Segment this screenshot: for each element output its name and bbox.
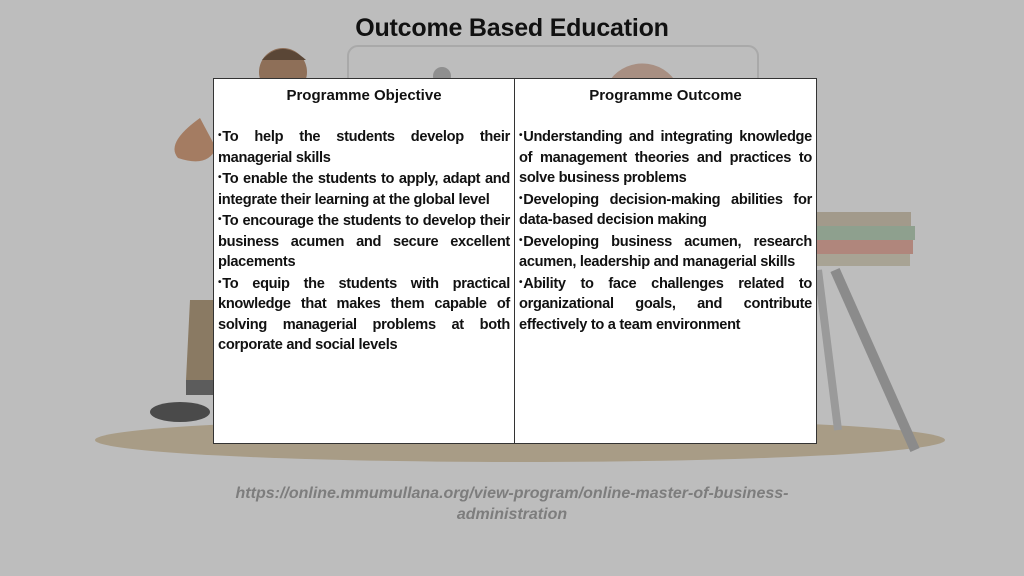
outcome-column: [515, 79, 816, 443]
outcome-item: [519, 273, 812, 336]
objective-item-text: To help the students develop their managerial skills: [218, 129, 510, 166]
source-url-line2: administration: [456, 506, 568, 523]
bullet-icon: •: [218, 130, 222, 141]
objective-item: [218, 126, 510, 168]
outcome-item: [519, 126, 812, 189]
objective-column: [214, 79, 515, 443]
comparison-table: [213, 78, 817, 444]
outcome-item-text: Developing decision-making abilities for data-based decision making: [519, 191, 812, 228]
bullet-icon: •: [519, 276, 523, 288]
objective-item: [218, 210, 510, 273]
bullet-icon: •: [519, 234, 523, 246]
source-url-line1: https://online.mmumullana.org/view-program/online-master-of-business-: [235, 485, 789, 502]
objective-item-text: To encourage the students to develop their business acumen and secure excellent placements: [218, 213, 510, 270]
bullet-icon: •: [218, 172, 222, 183]
outcome-list: [519, 126, 812, 335]
source-url: [0, 483, 1024, 525]
bullet-icon: •: [218, 214, 222, 225]
bullet-icon: •: [519, 192, 523, 204]
outcome-item: [519, 231, 812, 273]
slide-title: Outcome Based Education: [355, 14, 669, 42]
bullet-icon: •: [218, 276, 222, 288]
objective-item: [218, 273, 510, 356]
outcome-item-text: Developing business acumen, research acumen, leadership and managerial skills: [519, 233, 812, 270]
objective-list: [218, 126, 510, 356]
outcome-item-text: Ability to face challenges related to organizational goals, and contribute effectively to a team environment: [519, 275, 812, 333]
objective-item-text: To enable the students to apply, adapt and integrate their learning at the global level: [218, 171, 510, 208]
bullet-icon: •: [519, 130, 523, 141]
objective-header: Programme Objective: [286, 87, 442, 104]
outcome-item-text: Understanding and integrating knowledge of management theories and practices to solve business problems: [519, 129, 812, 186]
objective-item: [218, 168, 510, 210]
objective-item-text: To equip the students with practical knowledge that makes them capable of solving managerial problems at both corporate and social levels: [218, 275, 510, 353]
outcome-header: Programme Outcome: [589, 87, 742, 104]
outcome-item: [519, 189, 812, 231]
